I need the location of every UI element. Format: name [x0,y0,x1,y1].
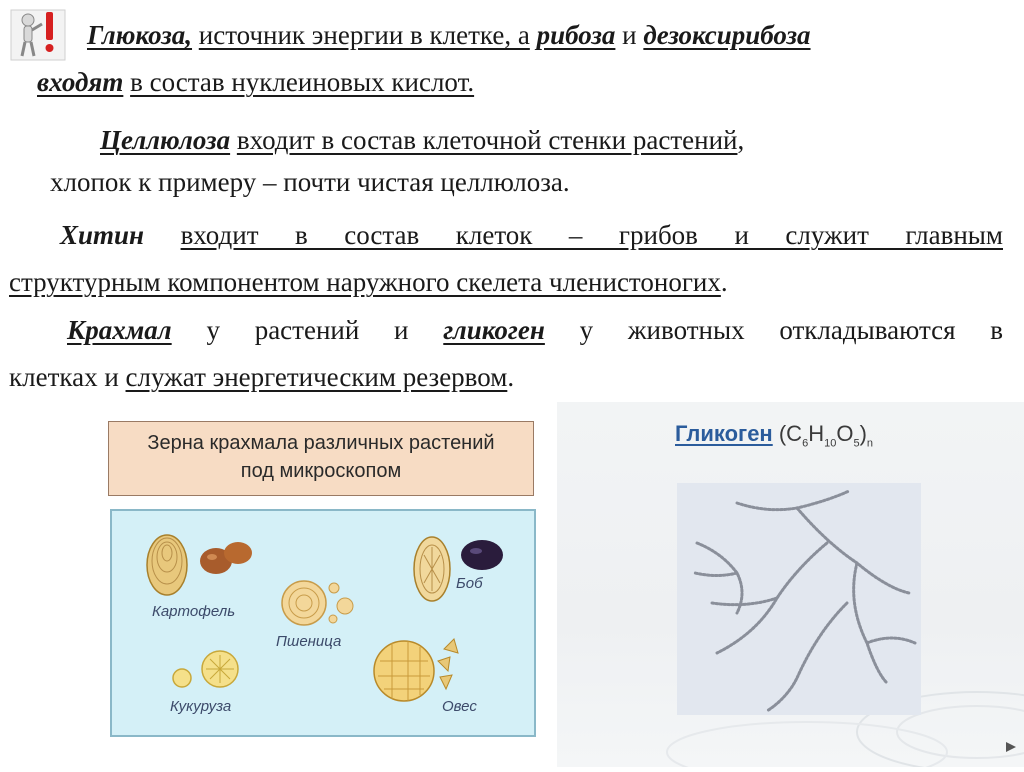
bean-grain-icon [414,537,450,601]
text-comma: , [737,125,745,155]
text-nucleic-acids: в состав нуклеиновых кислот. [130,67,475,97]
starch-caption-box [108,421,534,496]
text-cotton: хлопок к примеру – почти чистая целлюлоза. [50,167,570,197]
oat-grain-icon [374,639,458,701]
term-cellulose: Целлюлоза [100,125,231,155]
glycogen-chain-illustration [677,483,921,715]
text-chitin-desc: входит в состав клеток – грибов и служит главным [180,220,1003,250]
label-oat: Овес [442,698,477,715]
term-glucose: Глюкоза, [87,20,193,50]
text-and: и [622,20,637,50]
bean-icon [461,540,503,570]
corn-grain-icon [173,651,238,687]
text-exoskeleton: структурным компонентом наружного скелета членистоногих [9,267,721,297]
label-bean: Боб [456,575,483,592]
label-corn: Кукуруза [170,698,232,715]
starch-caption-line-2: под микроскопом [240,460,402,482]
glycogen-name: Гликоген [675,421,773,446]
text-energy-source: источник энергии в клетке, а [198,20,530,50]
corner-arrow-icon [1004,740,1018,754]
starch-caption-line-1: Зерна крахмала различных растений [147,432,495,454]
glycogen-branch-image [677,483,921,715]
text-period-4: . [507,362,515,392]
paragraph-3-line-1 [60,218,1003,252]
paragraph-2-line-1 [100,123,744,157]
label-potato: Картофель [152,603,236,620]
term-glycogen: гликоген [443,315,545,345]
text-period-3: . [720,267,728,297]
text-energy-reserve: служат энергетическим резервом [125,362,508,392]
paragraph-3-line-2 [9,265,728,299]
paragraph-1-line-2 [37,65,474,99]
text-animals: у животных откладываются в [579,315,1003,345]
label-wheat: Пшеница [276,633,342,650]
term-chitin: Хитин [60,220,145,250]
paragraph-1-line-1 [87,18,811,52]
paragraph-4-line-1 [67,313,1003,347]
glycogen-title [675,421,873,449]
glycogen-formula: $(C_6H_{10}O_5)_n$ [778,421,874,450]
starch-micrograph-panel [110,509,536,737]
potato-icon [200,542,252,574]
paragraph-2-line-2 [50,165,570,199]
warning-figure-icon [8,6,68,62]
text-cell-wall: входит в состав клеточной стенки растений [236,125,738,155]
text-plants: у растений и [206,315,409,345]
term-enter: входят [37,67,124,97]
text-in-cells: клетках и [9,362,119,392]
potato-grain-icon [147,535,187,595]
term-starch: Крахмал [67,315,172,345]
term-deoxyribose: дезоксирибоза [643,20,811,50]
paragraph-4-line-2 [9,360,514,394]
term-ribose: рибоза [536,20,616,50]
wheat-grain-icon [282,581,353,625]
